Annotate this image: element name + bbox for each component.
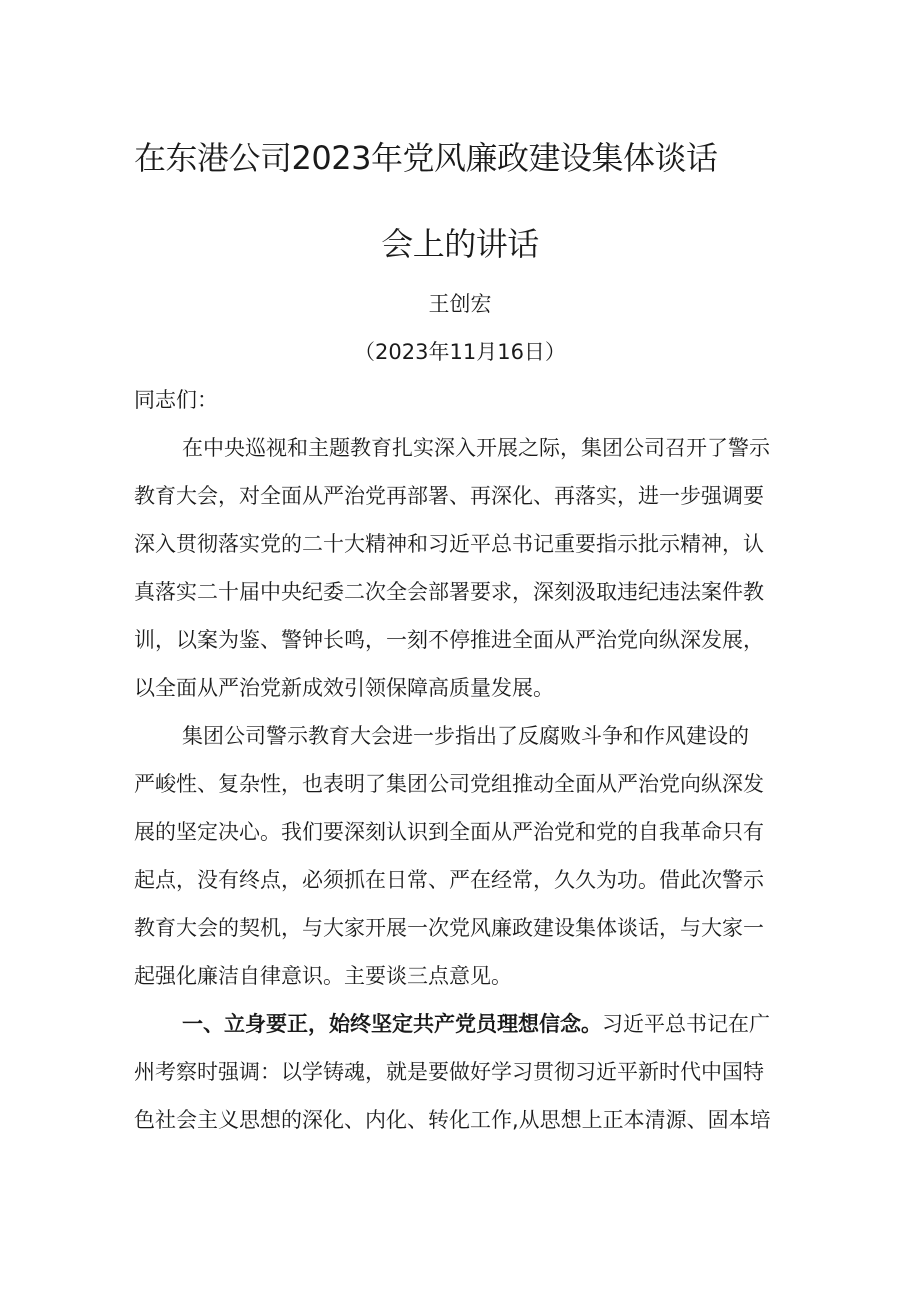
paragraph-3-line: 州考察时强调：以学铸魂，就是要做好学习贯彻习近平新时代中国特 xyxy=(134,1060,764,1084)
author: 王创宏 xyxy=(428,292,492,316)
paragraph-2-line: 展的坚定决心。我们要深刻认识到全面从严治党和党的自我革命只有 xyxy=(134,820,764,844)
paragraph-3-text: 习近平总书记在广 xyxy=(602,1012,770,1036)
speech-date: （2023年11月16日） xyxy=(354,340,566,364)
paragraph-1-line: 真落实二十届中央纪委二次全会部署要求，深刻汲取违纪违法案件教 xyxy=(134,580,764,604)
section-heading-1: 一、立身要正，始终坚定共产党员理想信念。 xyxy=(182,1012,602,1036)
paragraph-2-line: 集团公司警示教育大会进一步指出了反腐败斗争和作风建设的 xyxy=(182,724,749,748)
paragraph-2-line: 起强化廉洁自律意识。主要谈三点意见。 xyxy=(134,964,512,988)
paragraph-1-line: 训，以案为鉴、警钟长鸣，一刻不停推进全面从严治党向纵深发展， xyxy=(134,628,764,652)
title-line-1: 在东港公司2023年党风廉政建设集体谈话 xyxy=(134,139,718,177)
paragraph-1-line: 在中央巡视和主题教育扎实深入开展之际，集团公司召开了警示 xyxy=(182,436,770,460)
title-line-2: 会上的讲话 xyxy=(381,225,539,263)
paragraph-1-line: 教育大会，对全面从严治党再部署、再深化、再落实，进一步强调要 xyxy=(134,484,764,508)
paragraph-2-line: 严峻性、复杂性，也表明了集团公司党组推动全面从严治党向纵深发 xyxy=(134,772,764,796)
paragraph-1-line: 深入贯彻落实党的二十大精神和习近平总书记重要指示批示精神，认 xyxy=(134,532,764,556)
paragraph-3-line: 色社会主义思想的深化、内化、转化工作,从思想上正本清源、固本培 xyxy=(134,1108,771,1132)
paragraph-2-line: 教育大会的契机，与大家开展一次党风廉政建设集体谈话，与大家一 xyxy=(134,916,764,940)
salutation: 同志们： xyxy=(134,388,218,412)
paragraph-2-line: 起点，没有终点，必须抓在日常、严在经常，久久为功。借此次警示 xyxy=(134,868,764,892)
paragraph-3-first-line xyxy=(182,1009,794,1039)
paragraph-1-line: 以全面从严治党新成效引领保障高质量发展。 xyxy=(134,676,554,700)
